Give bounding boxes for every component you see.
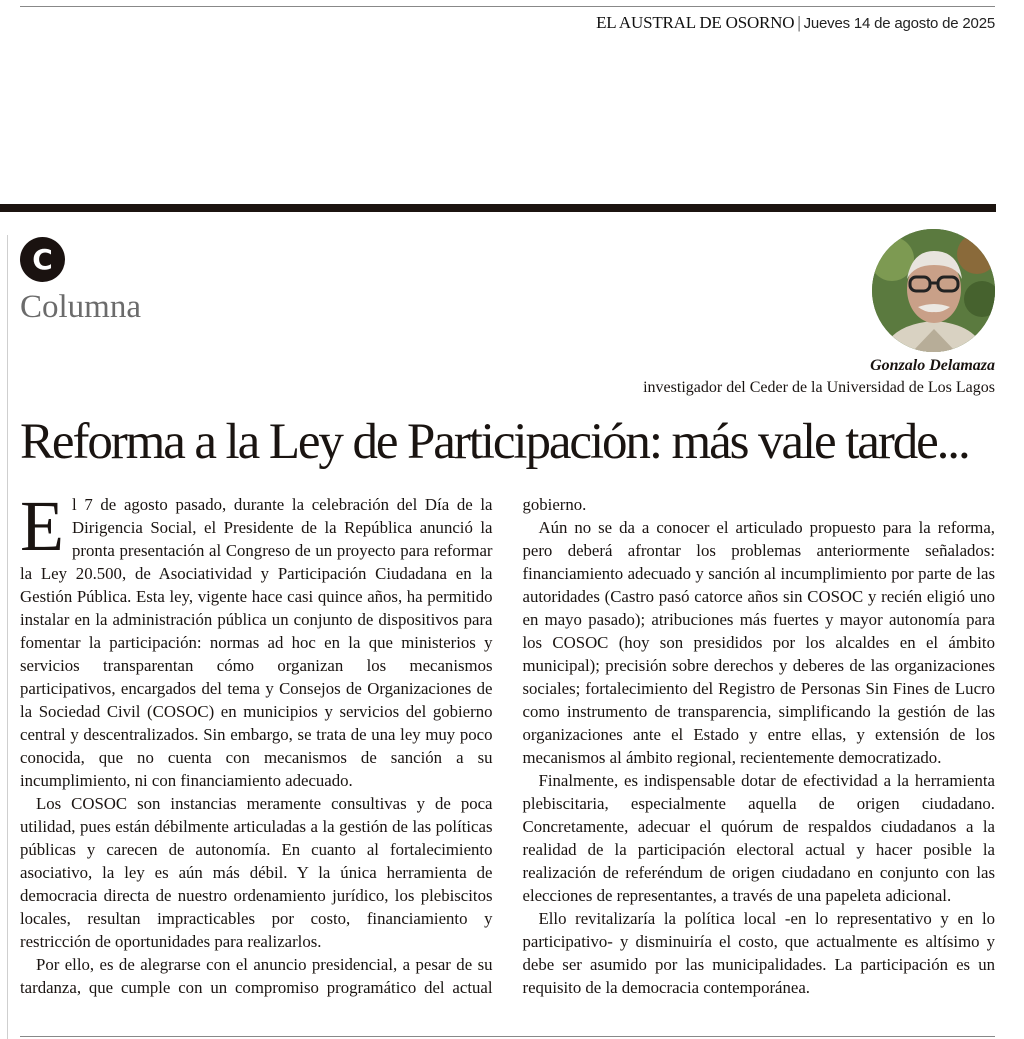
- section-label: Columna: [20, 289, 141, 325]
- article-body: [20, 486, 995, 1008]
- publication-name: EL AUSTRAL DE OSORNO: [596, 13, 795, 32]
- article-headline: Reforma a la Ley de Participación: más vale tarde...: [20, 414, 969, 470]
- article-paragraph: Ello revitalizaría la política local -en lo representativo y en lo participativo- y disminuiría el costo, que actualmente es altísimo y debe ser asumido por las municipalidades. La participación es un requisito de la democracia contemporánea.: [522, 909, 995, 997]
- author-role: investigador del Ceder de la Universidad de Los Lagos: [643, 379, 995, 396]
- article-paragraph: Los COSOC son instancias meramente consultivas y de poca utilidad, pues están débilmente articuladas a la gestión de las políticas públicas y carecen de autonomía. En cuanto al fortalecimiento asociativo, la ley es aún más débil. Y la única herramienta de democracia directa de nuestro ordenamiento jurídico, los plebiscitos locales, resultan impracticables por costo, financiamiento y restricción de oportunidades para realizarlos.: [20, 794, 493, 951]
- author-photo: [872, 229, 995, 352]
- section-badge-icon: C: [20, 237, 65, 282]
- article-paragraph: Por ello, es de alegrarse con el anuncio presidencial, a pesar de su tardanza, que cumple con un compromiso programático del actual gobierno.: [20, 495, 587, 997]
- top-rule: [20, 6, 995, 7]
- article-paragraph: Aún no se da a conocer el articulado propuesto para la reforma, pero deberá afrontar los problemas anteriormente señalados: financiamiento adecuado y sanción al incumplimiento por parte de las autoridades (Castro pasó catorce años sin COSOC y recién eligió uno en mayo pasado); atribuciones más fuertes y mayor autonomía para los COSOC (hoy son presididos por los alcaldes en el ámbito municipal); precisión sobre derechos y deberes de las organizaciones sociales; fortalecimiento del Registro de Personas Sin Fines de Lucro como instrumento de transparencia, simplificando la gestión de las organizaciones ante el Estado y entre ellas, y extensión de los mecanismos al ámbito regional, recientemente democratizado.: [522, 518, 995, 767]
- section-divider: [0, 204, 996, 212]
- author-byline: [643, 357, 995, 397]
- drop-cap: E: [20, 486, 64, 566]
- author-name: Gonzalo Delamaza: [870, 357, 995, 374]
- article-paragraph: Finalmente, es indispensable dotar de efectividad a la herramienta plebiscitaria, especialmente aquella de origen ciudadano. Concretamente, adecuar el quórum de respaldos ciudadanos a la realidad de la participación electoral actual y hacer posible la realización de referéndum de origen ciudadano en conjunto con las elecciones de representantes, a través de una papeleta adicional.: [522, 771, 995, 905]
- bottom-rule: [20, 1036, 995, 1037]
- masthead: [596, 13, 995, 33]
- column-side-rule: [7, 235, 8, 1039]
- masthead-separator: |: [797, 13, 801, 32]
- article-paragraph: El 7 de agosto pasado, durante la celebración del Día de la Dirigencia Social, el Presidente de la República anunció la pronta presentación al Congreso de un proyecto para reformar la Ley 20.500, de Asociatividad y Participación Ciudadana en la Gestión Pública. Esta ley, vigente hace casi quince años, ha permitido instalar en la administración pública un conjunto de dispositivos para fomentar la participación: normas ad hoc en la que ministerios y servicios transparentan cómo organizan los mecanismos participativos, encargados del tema y Consejos de Organizaciones de la Sociedad Civil (COSOC) en municipios y servicios del gobierno central y descentralizados. Sin embargo, se trata de una ley muy poco conocida, que no cuenta con mecanismos de sanción a su incumplimiento, ni con financiamiento adecuado.: [20, 486, 493, 790]
- publication-date: Jueves 14 de agosto de 2025: [803, 15, 995, 32]
